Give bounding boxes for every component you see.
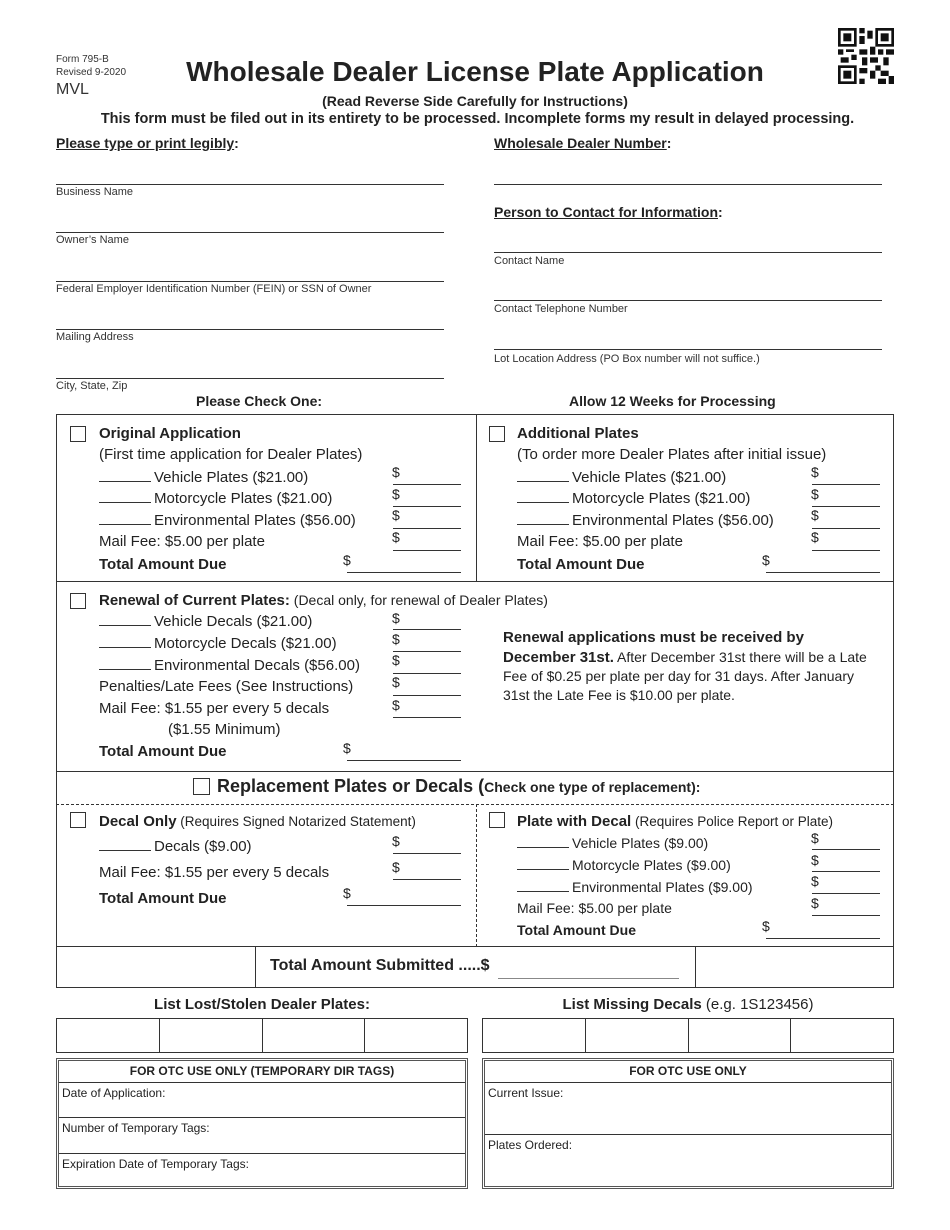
quantity-input[interactable] (99, 511, 151, 525)
dollar-sign: $ (392, 529, 400, 545)
fein-ssn-label: Federal Employer Identification Number (FEIN) or SSN of Owner (56, 283, 372, 295)
dollar-sign: $ (811, 464, 819, 480)
dollar-sign: $ (343, 552, 351, 568)
dollar-sign: $ (762, 552, 770, 568)
dollar-sign: $ (811, 830, 819, 846)
decal-only-total-label: Total Amount Due (99, 890, 227, 907)
otc-temp-heading: FOR OTC USE ONLY (TEMPORARY DIR TAGS) (59, 1061, 465, 1083)
dollar-sign: $ (811, 895, 819, 911)
replacement-checkbox[interactable] (193, 778, 210, 795)
original-desc: (First time application for Dealer Plates) (99, 446, 363, 463)
temp-tags-expiration-field[interactable] (59, 1154, 465, 1186)
field-label: Plates Ordered: (488, 1138, 573, 1152)
quantity-input[interactable] (517, 511, 569, 525)
renewal-motorcycle-amount[interactable] (393, 651, 461, 652)
dollar-sign: $ (392, 674, 400, 690)
fein-ssn-input[interactable] (56, 281, 444, 282)
additional-total-amount[interactable] (766, 572, 880, 573)
dollar-sign: $ (811, 529, 819, 545)
renewal-vehicle-amount[interactable] (393, 629, 461, 630)
renewal-mail-fee: Mail Fee: $1.55 per every 5 decals (99, 700, 330, 717)
field-label: Current Issue: (488, 1086, 564, 1100)
quantity-input[interactable] (99, 612, 151, 626)
missing-decal-input[interactable] (483, 1019, 586, 1052)
additional-environmental-row: Environmental Plates ($56.00) (517, 511, 774, 529)
original-title: Original Application (99, 425, 241, 442)
quantity-input[interactable] (99, 489, 151, 503)
lost-plate-input[interactable] (263, 1019, 366, 1052)
pwd-motorcycle-row: Motorcycle Plates ($9.00) (517, 856, 731, 873)
missing-decal-input[interactable] (689, 1019, 792, 1052)
additional-title: Additional Plates (517, 425, 639, 442)
city-state-zip-label: City, State, Zip (56, 380, 128, 392)
dollar-sign: $ (811, 486, 819, 502)
original-environmental-amount[interactable] (393, 528, 461, 529)
missing-decals-heading: List Missing Decals (e.g. 1S123456) (562, 996, 814, 1013)
divider (476, 414, 477, 582)
original-vehicle-row: Vehicle Plates ($21.00) (99, 468, 308, 486)
missing-decal-input[interactable] (791, 1019, 893, 1052)
decal-only-decals-amount[interactable] (393, 853, 461, 854)
city-state-zip-input[interactable] (56, 378, 444, 379)
decal-only-title-row: Decal Only (Requires Signed Notarized Statement) (99, 813, 416, 830)
pwd-mail-amount[interactable] (812, 915, 880, 916)
renewal-total-label: Total Amount Due (99, 743, 227, 760)
pwd-total-label: Total Amount Due (517, 922, 636, 938)
page-title: Wholesale Dealer License Plate Application (186, 56, 764, 87)
pwd-motorcycle-amount[interactable] (812, 871, 880, 872)
additional-vehicle-row: Vehicle Plates ($21.00) (517, 468, 726, 486)
processing-note: Allow 12 Weeks for Processing (569, 393, 776, 409)
decal-only-total-amount[interactable] (347, 905, 461, 906)
dollar-sign: $ (392, 631, 400, 647)
lost-plates-heading: List Lost/Stolen Dealer Plates: (154, 996, 370, 1013)
divider (56, 804, 894, 805)
lot-address-label: Lot Location Address (PO Box number will not suffice.) (494, 353, 760, 365)
owner-name-label: Owner’s Name (56, 234, 129, 246)
original-total-label: Total Amount Due (99, 556, 227, 573)
dollar-sign: $ (343, 740, 351, 756)
quantity-input[interactable] (99, 468, 151, 482)
quantity-input[interactable] (99, 634, 151, 648)
owner-name-input[interactable] (56, 232, 444, 233)
dollar-sign: $ (392, 464, 400, 480)
business-name-label: Business Name (56, 186, 134, 198)
dollar-sign: $ (392, 507, 400, 523)
contact-phone-label: Contact Telephone Number (494, 303, 628, 315)
pwd-environmental-row: Environmental Plates ($9.00) (517, 878, 753, 895)
additional-vehicle-amount[interactable] (812, 484, 880, 485)
quantity-input[interactable] (99, 837, 151, 851)
renewal-environmental-amount[interactable] (393, 673, 461, 674)
dollar-sign: $ (392, 610, 400, 626)
dollar-sign: $ (811, 852, 819, 868)
quantity-input[interactable] (517, 489, 569, 503)
original-motorcycle-amount[interactable] (393, 506, 461, 507)
otc-box (482, 1058, 894, 1189)
dollar-sign: $ (811, 507, 819, 523)
revised-date: Revised 9-2020 (56, 67, 127, 78)
divider (476, 804, 477, 947)
original-application-checkbox[interactable] (70, 426, 86, 442)
additional-motorcycle-amount[interactable] (812, 506, 880, 507)
contact-name-input[interactable] (494, 252, 882, 253)
decal-only-mail-amount[interactable] (393, 879, 461, 880)
decal-only-decals-row: Decals ($9.00) (99, 837, 252, 855)
pwd-mail-fee: Mail Fee: $5.00 per plate (517, 900, 672, 916)
plate-with-decal-checkbox[interactable] (489, 812, 505, 828)
lost-plate-input[interactable] (57, 1019, 160, 1052)
additional-plates-checkbox[interactable] (489, 426, 505, 442)
quantity-input[interactable] (517, 856, 569, 870)
mailing-address-label: Mailing Address (56, 331, 134, 343)
check-one-label: Please Check One: (196, 393, 323, 409)
lost-plate-input[interactable] (365, 1019, 467, 1052)
decal-only-checkbox[interactable] (70, 812, 86, 828)
field-label: Date of Application: (62, 1086, 166, 1100)
original-environmental-row: Environmental Plates ($56.00) (99, 511, 356, 529)
renewal-motorcycle-row: Motorcycle Decals ($21.00) (99, 634, 337, 652)
quantity-input[interactable] (517, 834, 569, 848)
divider (255, 946, 256, 988)
renewal-environmental-row: Environmental Decals ($56.00) (99, 656, 360, 674)
renewal-title-row: Renewal of Current Plates: (Decal only, for renewal of Dealer Plates) (99, 592, 548, 609)
number-of-temp-tags-field[interactable] (59, 1118, 465, 1154)
renewal-deadline-notice: Renewal applications must be received by December 31st. After December 31st there will be a Late Fee of $0.25 per plate per day for 31 days. After January 31st the Late Fee is $10.00 per plate. (503, 629, 867, 703)
notice: This form must be filed out in its entirety to be processed. Incomplete forms my result in delayed processing. (100, 111, 855, 127)
pwd-total-amount[interactable] (766, 938, 880, 939)
quantity-input[interactable] (517, 878, 569, 892)
quantity-input[interactable] (99, 656, 151, 670)
divider (56, 771, 894, 772)
lot-address-input[interactable] (494, 349, 882, 350)
additional-mail-fee: Mail Fee: $5.00 per plate (517, 533, 683, 550)
dollar-sign: $ (392, 652, 400, 668)
divider (56, 581, 894, 582)
renewal-penalties: Penalties/Late Fees (See Instructions) (99, 678, 354, 695)
renewal-penalties-amount[interactable] (393, 695, 461, 696)
plate-with-decal-title-row: Plate with Decal (Requires Police Report or Plate) (517, 813, 834, 830)
additional-environmental-amount[interactable] (812, 528, 880, 529)
divider (695, 946, 696, 988)
field-label: Expiration Date of Temporary Tags: (62, 1157, 249, 1171)
dollar-sign: $ (762, 918, 770, 934)
field-label: Number of Temporary Tags: (62, 1121, 210, 1135)
divider (56, 946, 894, 947)
lost-plates-grid (56, 1018, 468, 1053)
additional-mail-amount[interactable] (812, 550, 880, 551)
original-mail-amount[interactable] (393, 550, 461, 551)
original-total-amount[interactable] (347, 572, 461, 573)
additional-total-label: Total Amount Due (517, 556, 645, 573)
dealer-number-input[interactable] (494, 184, 882, 185)
dollar-sign: $ (392, 486, 400, 502)
additional-desc: (To order more Dealer Plates after initial issue) (517, 446, 827, 463)
additional-motorcycle-row: Motorcycle Plates ($21.00) (517, 489, 750, 507)
dollar-sign: $ (343, 885, 351, 901)
renewal-total-amount[interactable] (347, 760, 461, 761)
missing-decals-grid (482, 1018, 894, 1053)
dollar-sign: $ (392, 859, 400, 875)
quantity-input[interactable] (517, 468, 569, 482)
current-issue-field[interactable] (485, 1083, 891, 1135)
missing-decal-input[interactable] (586, 1019, 689, 1052)
subtitle: (Read Reverse Side Carefully for Instructions) (322, 93, 628, 109)
original-motorcycle-row: Motorcycle Plates ($21.00) (99, 489, 332, 507)
pwd-environmental-amount[interactable] (812, 893, 880, 894)
renewal-checkbox[interactable] (70, 593, 86, 609)
contact-phone-input[interactable] (494, 300, 882, 301)
plates-ordered-field[interactable] (485, 1135, 891, 1186)
form-number: Form 795-B (56, 54, 109, 65)
otc-temp-tags-box (56, 1058, 468, 1189)
dollar-sign: $ (811, 873, 819, 889)
renewal-vehicle-row: Vehicle Decals ($21.00) (99, 612, 312, 630)
pwd-vehicle-row: Vehicle Plates ($9.00) (517, 834, 708, 851)
renewal-mail-min: ($1.55 Minimum) (168, 721, 281, 738)
lost-plate-input[interactable] (160, 1019, 263, 1052)
total-submitted-input[interactable] (498, 978, 679, 979)
otc-heading: FOR OTC USE ONLY (485, 1061, 891, 1083)
contact-heading: Person to Contact for Information: (494, 204, 723, 220)
original-mail-fee: Mail Fee: $5.00 per plate (99, 533, 265, 550)
total-submitted-label: Total Amount Submitted .....$ (270, 957, 490, 974)
replacement-title-row: Replacement Plates or Decals (Check one type of replacement): (217, 776, 701, 796)
business-name-input[interactable] (56, 184, 444, 185)
decal-only-mail-fee: Mail Fee: $1.55 per every 5 decals (99, 864, 330, 881)
qr-code-icon (838, 28, 894, 84)
dollar-sign: $ (392, 833, 400, 849)
renewal-mail-amount[interactable] (393, 717, 461, 718)
contact-name-label: Contact Name (494, 255, 565, 267)
dollar-sign: $ (392, 697, 400, 713)
mailing-address-input[interactable] (56, 329, 444, 330)
applicant-heading: Please type or print legibly: (56, 135, 239, 151)
date-of-application-field[interactable] (59, 1083, 465, 1118)
original-vehicle-amount[interactable] (393, 484, 461, 485)
agency-code: MVL (56, 81, 89, 98)
pwd-vehicle-amount[interactable] (812, 849, 880, 850)
dealer-number-heading: Wholesale Dealer Number: (494, 135, 672, 151)
